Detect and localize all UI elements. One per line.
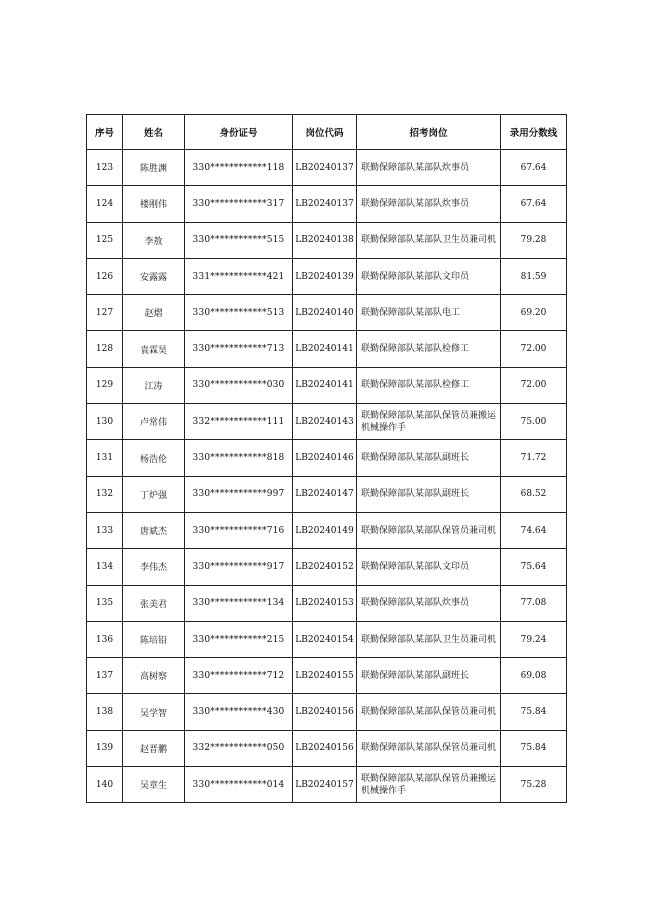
cell-post: 联勤保障部队某部队炊事员 (357, 150, 501, 186)
cell-id-number: 330************014 (185, 767, 293, 803)
cell-serial-no: 123 (87, 150, 123, 186)
table-row (87, 476, 567, 512)
cell-id-number: 332************111 (185, 404, 293, 440)
header-name: 姓名 (123, 115, 185, 150)
cell-id-number: 330************818 (185, 440, 293, 476)
cell-id-number: 330************030 (185, 367, 293, 403)
cell-score-line: 79.24 (501, 621, 567, 657)
cell-post: 联勤保障部队某部队副班长 (357, 658, 501, 694)
cell-name: 张美君 (123, 585, 185, 621)
cell-serial-no: 129 (87, 367, 123, 403)
cell-id-number: 330************713 (185, 331, 293, 367)
table-row (87, 222, 567, 258)
cell-post: 联勤保障部队某部队炊事员 (357, 186, 501, 222)
cell-post-code: LB20240152 (293, 549, 357, 585)
cell-post-code: LB20240141 (293, 331, 357, 367)
cell-name: 赵熠 (123, 295, 185, 331)
cell-id-number: 330************215 (185, 621, 293, 657)
cell-post: 联勤保障部队某部队文印员 (357, 258, 501, 294)
cell-id-number: 330************134 (185, 585, 293, 621)
table-row (87, 549, 567, 585)
cell-name: 江涛 (123, 367, 185, 403)
cell-post-code: LB20240154 (293, 621, 357, 657)
cell-post-code: LB20240146 (293, 440, 357, 476)
cell-id-number: 330************118 (185, 150, 293, 186)
cell-post-code: LB20240139 (293, 258, 357, 294)
cell-post: 联勤保障部队某部队炊事员 (357, 585, 501, 621)
cell-post-code: LB20240137 (293, 150, 357, 186)
cell-post: 联勤保障部队某部队保管员兼司机 (357, 694, 501, 730)
cell-post-code: LB20240149 (293, 512, 357, 548)
table-row (87, 440, 567, 476)
cell-post: 联勤保障部队某部队电工 (357, 295, 501, 331)
cell-post-code: LB20240141 (293, 367, 357, 403)
table-row (87, 767, 567, 803)
cell-post-code: LB20240138 (293, 222, 357, 258)
cell-serial-no: 135 (87, 585, 123, 621)
table-row (87, 150, 567, 186)
table-row (87, 658, 567, 694)
cell-serial-no: 125 (87, 222, 123, 258)
cell-post: 联勤保障部队某部队文印员 (357, 549, 501, 585)
cell-score-line: 79.28 (501, 222, 567, 258)
cell-score-line: 75.64 (501, 549, 567, 585)
cell-id-number: 332************050 (185, 730, 293, 766)
table-header-row (87, 115, 567, 150)
cell-post: 联勤保障部队某部队卫生员兼司机 (357, 222, 501, 258)
cell-post-code: LB20240156 (293, 694, 357, 730)
cell-serial-no: 131 (87, 440, 123, 476)
cell-name: 卢常伟 (123, 404, 185, 440)
cell-post-code: LB20240143 (293, 404, 357, 440)
header-id-number: 身份证号 (185, 115, 293, 150)
cell-score-line: 72.00 (501, 331, 567, 367)
cell-post: 联勤保障部队某部队检修工 (357, 331, 501, 367)
cell-name: 陈胜渊 (123, 150, 185, 186)
table-row (87, 694, 567, 730)
cell-serial-no: 138 (87, 694, 123, 730)
cell-score-line: 75.84 (501, 694, 567, 730)
cell-score-line: 71.72 (501, 440, 567, 476)
cell-name: 唐斌杰 (123, 512, 185, 548)
table-row (87, 621, 567, 657)
cell-post-code: LB20240140 (293, 295, 357, 331)
cell-name: 安露露 (123, 258, 185, 294)
cell-id-number: 330************917 (185, 549, 293, 585)
cell-score-line: 75.28 (501, 767, 567, 803)
cell-serial-no: 140 (87, 767, 123, 803)
cell-name: 杨浩伦 (123, 440, 185, 476)
cell-name: 丁炉强 (123, 476, 185, 512)
cell-serial-no: 136 (87, 621, 123, 657)
cell-score-line: 74.64 (501, 512, 567, 548)
cell-name: 李伟杰 (123, 549, 185, 585)
cell-id-number: 330************317 (185, 186, 293, 222)
table-row (87, 295, 567, 331)
cell-serial-no: 128 (87, 331, 123, 367)
cell-name: 高树察 (123, 658, 185, 694)
cell-score-line: 77.08 (501, 585, 567, 621)
cell-score-line: 75.00 (501, 404, 567, 440)
cell-serial-no: 132 (87, 476, 123, 512)
cell-name: 楼刚伟 (123, 186, 185, 222)
cell-post: 联勤保障部队某部队保管员兼搬运机械操作手 (357, 404, 501, 440)
cell-post-code: LB20240156 (293, 730, 357, 766)
cell-score-line: 68.52 (501, 476, 567, 512)
cell-post-code: LB20240157 (293, 767, 357, 803)
cell-name: 陈培铅 (123, 621, 185, 657)
cell-serial-no: 127 (87, 295, 123, 331)
cell-serial-no: 137 (87, 658, 123, 694)
cell-score-line: 81.59 (501, 258, 567, 294)
header-score-line: 录用分数线 (501, 115, 567, 150)
cell-post: 联勤保障部队某部队检修工 (357, 367, 501, 403)
cell-id-number: 330************515 (185, 222, 293, 258)
cell-post-code: LB20240137 (293, 186, 357, 222)
cell-post-code: LB20240155 (293, 658, 357, 694)
cell-score-line: 69.08 (501, 658, 567, 694)
cell-serial-no: 134 (87, 549, 123, 585)
cell-score-line: 69.20 (501, 295, 567, 331)
header-serial-no: 序号 (87, 115, 123, 150)
table-row (87, 258, 567, 294)
cell-post: 联勤保障部队某部队卫生员兼司机 (357, 621, 501, 657)
table-row (87, 186, 567, 222)
table-row (87, 512, 567, 548)
cell-id-number: 330************997 (185, 476, 293, 512)
cell-score-line: 67.64 (501, 186, 567, 222)
header-post-code: 岗位代码 (293, 115, 357, 150)
cell-serial-no: 124 (87, 186, 123, 222)
cell-score-line: 67.64 (501, 150, 567, 186)
cell-id-number: 330************513 (185, 295, 293, 331)
cell-post-code: LB20240147 (293, 476, 357, 512)
table-row (87, 585, 567, 621)
header-post: 招考岗位 (357, 115, 501, 150)
table-row (87, 404, 567, 440)
cell-serial-no: 139 (87, 730, 123, 766)
cell-post: 联勤保障部队某部队保管员兼搬运机械操作手 (357, 767, 501, 803)
cell-score-line: 75.84 (501, 730, 567, 766)
cell-serial-no: 126 (87, 258, 123, 294)
cell-serial-no: 133 (87, 512, 123, 548)
table-row (87, 367, 567, 403)
cell-post: 联勤保障部队某部队副班长 (357, 440, 501, 476)
admission-score-table (86, 114, 567, 803)
cell-id-number: 330************712 (185, 658, 293, 694)
cell-id-number: 330************430 (185, 694, 293, 730)
cell-post-code: LB20240153 (293, 585, 357, 621)
cell-post: 联勤保障部队某部队保管员兼司机 (357, 730, 501, 766)
table-row (87, 730, 567, 766)
cell-post: 联勤保障部队某部队保管员兼司机 (357, 512, 501, 548)
cell-name: 李敖 (123, 222, 185, 258)
cell-id-number: 331************421 (185, 258, 293, 294)
cell-name: 吴章生 (123, 767, 185, 803)
cell-serial-no: 130 (87, 404, 123, 440)
cell-name: 赵晋鹏 (123, 730, 185, 766)
cell-name: 袁霖昊 (123, 331, 185, 367)
cell-name: 吴学智 (123, 694, 185, 730)
cell-post: 联勤保障部队某部队副班长 (357, 476, 501, 512)
cell-score-line: 72.00 (501, 367, 567, 403)
table-row (87, 331, 567, 367)
cell-id-number: 330************716 (185, 512, 293, 548)
